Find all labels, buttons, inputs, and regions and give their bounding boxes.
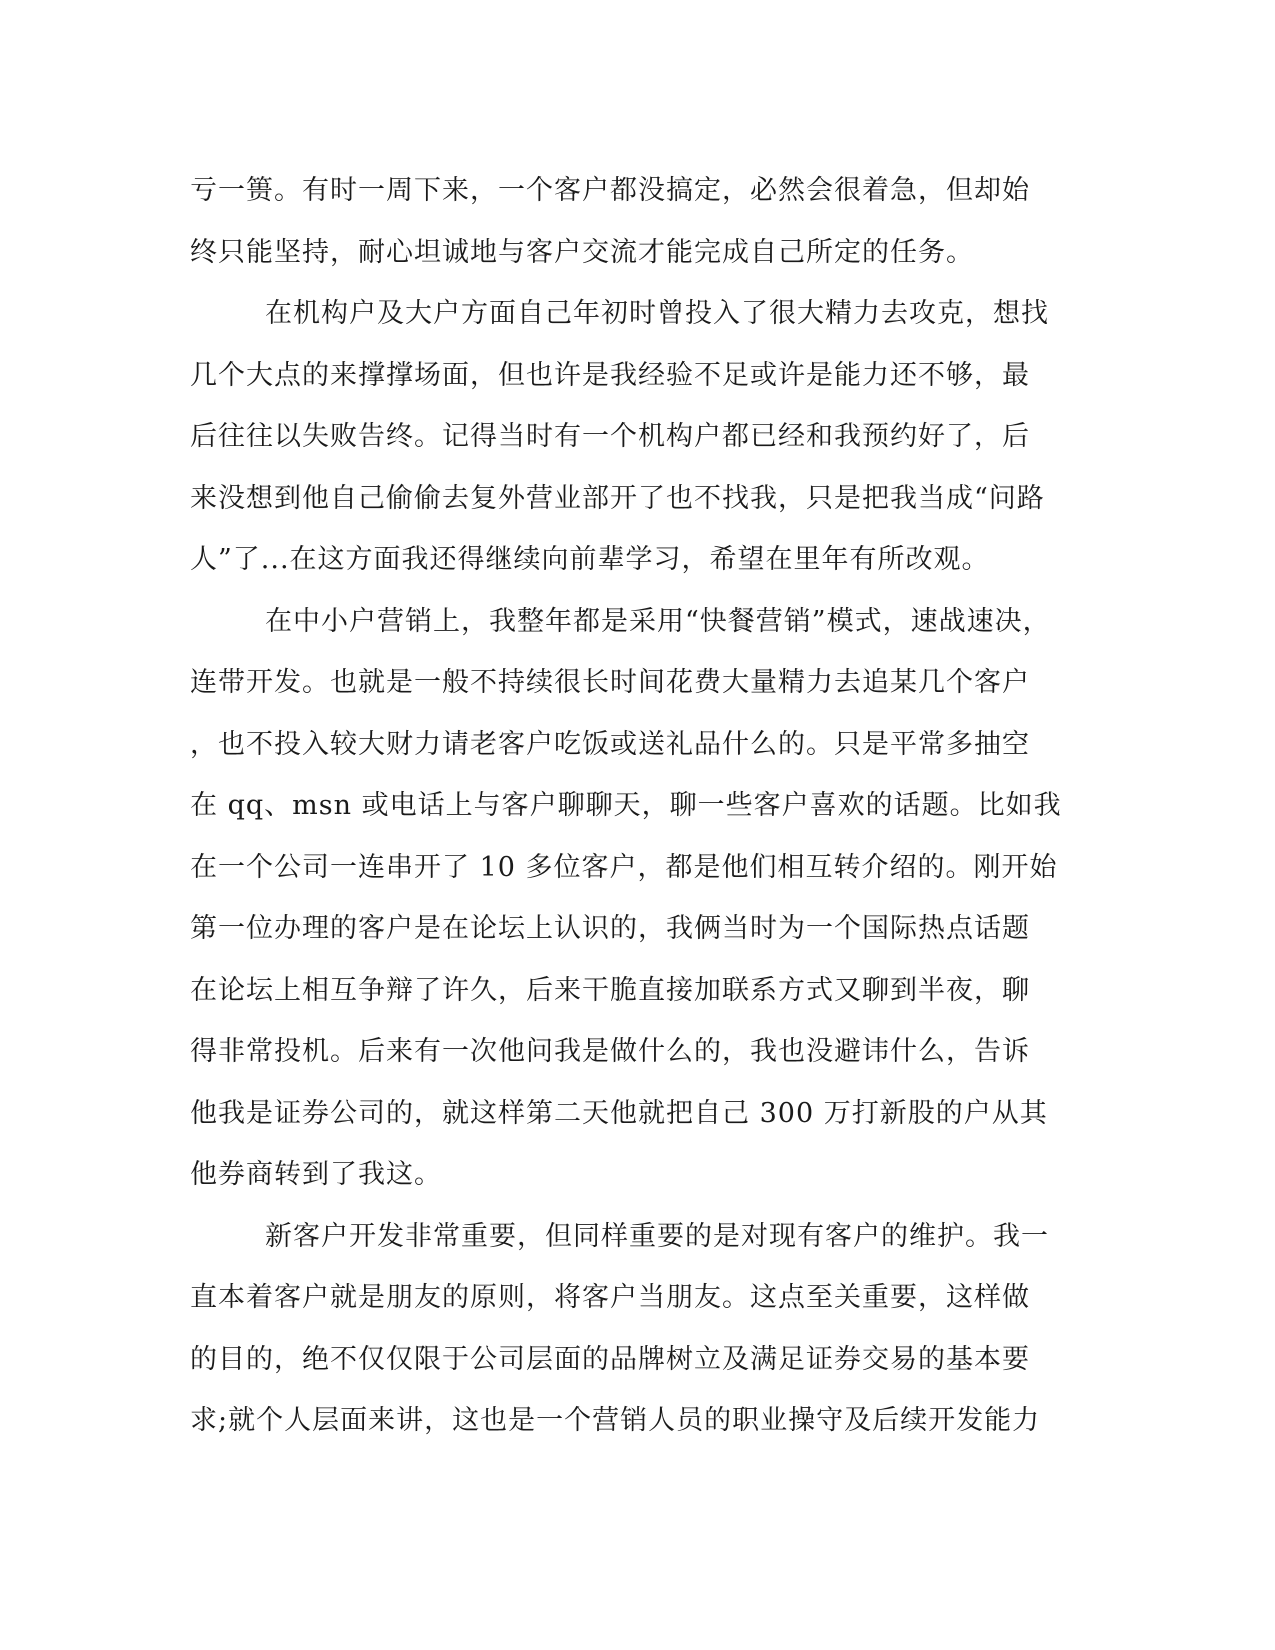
text-line: 第一位办理的客户是在论坛上认识的，我俩当时为一个国际热点话题 bbox=[190, 913, 1030, 944]
text-line: 在机构户及大户方面自己年初时曾投入了很大精力去攻克，想找 bbox=[265, 298, 1049, 329]
text-line: 的目的，绝不仅仅限于公司层面的品牌树立及满足证券交易的基本要 bbox=[190, 1343, 1030, 1375]
text-line: 在 qq、msn 或电话上与客户聊聊天，聊一些客户喜欢的话题。比如我 bbox=[190, 790, 1062, 821]
text-line: 人”了...在这方面我还得继续向前辈学习，希望在里年有所改观。 bbox=[190, 544, 990, 575]
text-line: 他我是证券公司的，就这样第二天他就把自己 300 万打新股的户从其 bbox=[190, 1097, 1048, 1129]
text-line: 新客户开发非常重要，但同样重要的是对现有客户的维护。我一 bbox=[265, 1220, 1049, 1252]
text-line: 几个大点的来撑撑场面，但也许是我经验不足或许是能力还不够，最 bbox=[190, 359, 1030, 391]
text-line: 亏一篑。有时一周下来，一个客户都没搞定，必然会很着急，但却始 bbox=[190, 175, 1030, 206]
text-line: 在论坛上相互争辩了许久，后来干脆直接加联系方式又聊到半夜，聊 bbox=[190, 974, 1030, 1006]
text-line: 求;就个人层面来讲，这也是一个营销人员的职业操守及后续开发能力 bbox=[190, 1405, 1041, 1436]
text-line: 他券商转到了我这。 bbox=[190, 1159, 442, 1190]
text-line: 来没想到他自己偷偷去复外营业部开了也不找我，只是把我当成“问路 bbox=[190, 482, 1045, 514]
body-text bbox=[190, 160, 1080, 1452]
text-line: ，也不投入较大财力请老客户吃饭或送礼品什么的。只是平常多抽空 bbox=[190, 728, 1030, 760]
text-line: 在中小户营销上，我整年都是采用“快餐营销”模式，速战速决， bbox=[265, 605, 1051, 637]
text-line: 后往往以失败告终。记得当时有一个机构户都已经和我预约好了，后 bbox=[190, 421, 1030, 452]
text-line: 终只能坚持，耐心坦诚地与客户交流才能完成自己所定的任务。 bbox=[190, 236, 974, 268]
text-line: 直本着客户就是朋友的原则，将客户当朋友。这点至关重要，这样做 bbox=[190, 1282, 1030, 1313]
text-line: 连带开发。也就是一般不持续很长时间花费大量精力去追某几个客户 bbox=[190, 667, 1030, 698]
text-line: 在一个公司一连串开了 10 多位客户，都是他们相互转介绍的。刚开始 bbox=[190, 851, 1058, 883]
text-line: 得非常投机。后来有一次他问我是做什么的，我也没避讳什么，告诉 bbox=[190, 1036, 1030, 1067]
